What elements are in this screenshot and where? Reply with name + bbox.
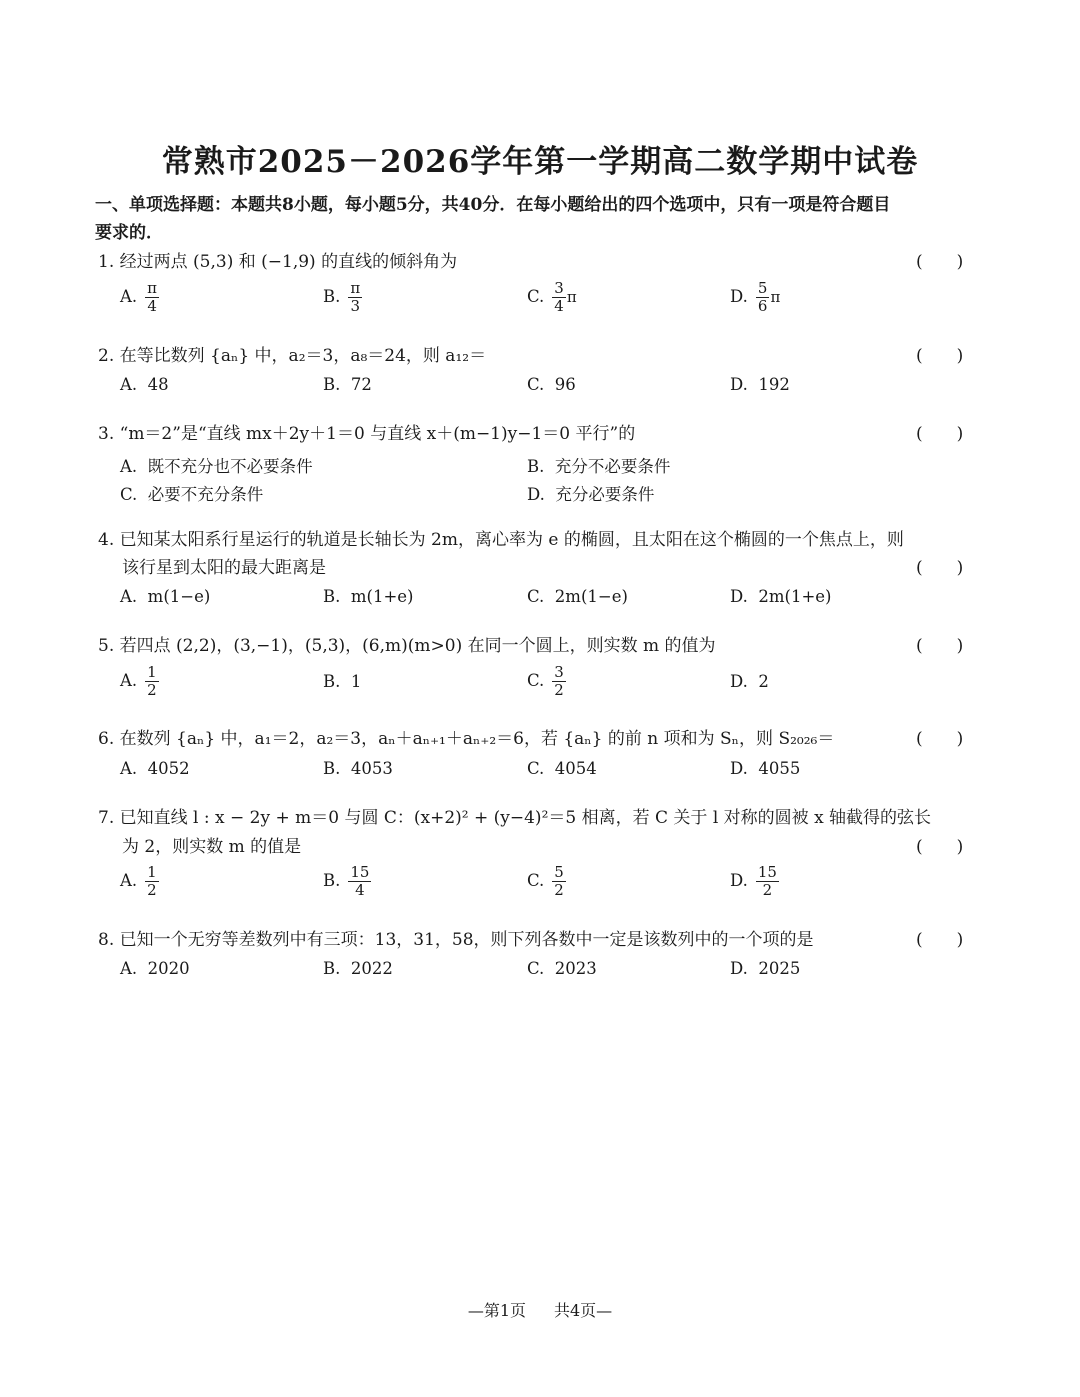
fraction-numerator: 1: [147, 863, 157, 881]
fraction: [756, 864, 779, 899]
fraction-denominator: 2: [147, 681, 157, 699]
fraction: [552, 864, 566, 899]
fraction-denominator: 2: [762, 881, 773, 899]
question-5-answer-bracket: ( ): [916, 636, 964, 656]
option-label: B.: [323, 759, 341, 778]
question-2-answer-bracket: ( ): [916, 346, 964, 366]
option-text: 48: [147, 375, 169, 394]
question-8-option-b: [323, 959, 393, 978]
question-3-answer-bracket: ( ): [916, 424, 964, 444]
fraction-denominator: 3: [350, 297, 361, 315]
option-label: B.: [323, 959, 341, 978]
option-label: A.: [120, 587, 138, 606]
fraction: [552, 280, 566, 315]
fraction: [552, 664, 566, 699]
option-text: 4055: [758, 759, 801, 778]
option-label: C.: [527, 375, 545, 394]
option-label: A.: [120, 759, 138, 778]
question-5-option-c: [527, 664, 566, 699]
option-label: B.: [323, 375, 341, 394]
option-text: 充分必要条件: [555, 485, 655, 504]
fraction: [145, 664, 159, 699]
question-8-stem: 8. 已知一个无穷等差数列中有三项：13，31，58，则下列各数中一定是该数列中的一个项的是: [98, 930, 814, 950]
question-7-option-d: [730, 864, 779, 899]
pi-symbol: π: [770, 288, 781, 306]
question-7-stem-continued: 为 2，则实数 m 的值是: [122, 837, 302, 857]
fraction-numerator: 5: [757, 279, 768, 297]
question-1-option-d: [730, 280, 780, 315]
option-text: 2m(1−e): [554, 587, 628, 606]
option-label: A.: [120, 457, 138, 476]
question-8-option-d: [730, 959, 800, 978]
question-6-stem: 6. 在数列 {aₙ} 中，a₁＝2，a₂＝3，aₙ＋aₙ₊₁＋aₙ₊₂＝6，若 {aₙ} 的前 n 项和为 Sₙ，则 S₂₀₂₆＝: [98, 729, 835, 749]
option-label: B.: [323, 587, 341, 606]
fraction: [348, 280, 362, 315]
page-number: —第1页: [467, 1301, 526, 1320]
question-7-answer-bracket: ( ): [916, 837, 964, 857]
option-text: 2020: [147, 959, 190, 978]
page-footer: [0, 1298, 1080, 1321]
question-1-option-b: [323, 280, 362, 315]
page-total: 共4页—: [554, 1301, 613, 1320]
option-text: 4052: [147, 759, 190, 778]
fraction: [348, 864, 371, 899]
option-label: C.: [527, 587, 545, 606]
question-6-option-d: [730, 759, 800, 778]
question-2-option-b: [323, 375, 372, 394]
question-1-option-a: [120, 280, 159, 315]
option-label: C.: [527, 959, 545, 978]
question-3-option-a: [120, 453, 313, 477]
option-label: B.: [323, 287, 341, 306]
option-label: C.: [527, 759, 545, 778]
fraction-denominator: 2: [147, 881, 157, 899]
fraction-numerator: 1: [147, 663, 157, 681]
option-text: 既不充分也不必要条件: [147, 457, 313, 476]
option-label: D.: [730, 287, 748, 306]
option-text: 2023: [554, 959, 597, 978]
question-3-option-b: [527, 453, 670, 477]
option-text: 2m(1+e): [758, 587, 832, 606]
question-4-stem: 4. 已知某太阳系行星运行的轨道是长轴长为 2m，离心率为 e 的椭圆，且太阳在这个椭圆的一个焦点上，则: [98, 530, 904, 550]
option-text: 4054: [554, 759, 597, 778]
question-6-option-a: [120, 759, 190, 778]
option-label: D.: [527, 485, 545, 504]
option-label: D.: [730, 587, 748, 606]
question-1-stem: 1. 经过两点 (5,3) 和 (−1,9) 的直线的倾斜角为: [98, 252, 458, 272]
option-label: D.: [730, 672, 748, 691]
fraction-numerator: 15: [350, 863, 370, 881]
fraction-numerator: 3: [554, 663, 564, 681]
question-2-option-a: [120, 375, 169, 394]
question-4-stem-continued: 该行星到太阳的最大距离是: [122, 558, 326, 578]
option-label: B.: [323, 672, 341, 691]
option-text: 1: [350, 672, 362, 691]
question-5-option-a: [120, 664, 159, 699]
question-5-option-d: [730, 672, 769, 691]
option-label: A.: [120, 671, 138, 690]
question-3-stem: 3. “m＝2”是“直线 mx＋2y＋1＝0 与直线 x＋(m−1)y−1＝0 平行”的: [98, 424, 636, 444]
option-text: 2: [758, 672, 769, 691]
option-text: 72: [350, 375, 372, 394]
question-6-answer-bracket: ( ): [916, 729, 964, 749]
fraction-denominator: 4: [554, 297, 564, 315]
section-heading-line-1: 一、单项选择题：本题共8小题，每小题5分，共40分．在每小题给出的四个选项中，只有一项是符合题目: [95, 195, 891, 215]
question-6-option-b: [323, 759, 393, 778]
option-label: C.: [527, 871, 545, 890]
option-label: C.: [120, 485, 138, 504]
fraction-denominator: 2: [554, 881, 564, 899]
fraction: [145, 864, 159, 899]
option-label: A.: [120, 871, 138, 890]
question-4-option-b: [323, 587, 413, 606]
fraction-numerator: 5: [554, 863, 564, 881]
option-text: 192: [758, 375, 790, 394]
question-5-stem: 5. 若四点 (2,2)，(3,−1)，(5,3)，(6,m)(m>0) 在同一个圆上，则实数 m 的值为: [98, 636, 716, 656]
fraction-numerator: π: [350, 279, 361, 297]
question-2-option-d: [730, 375, 790, 394]
fraction-denominator: 4: [147, 297, 157, 315]
option-text: 2022: [350, 959, 393, 978]
question-3-option-c: [120, 481, 263, 505]
section-heading-line-2: 要求的．: [95, 223, 163, 243]
option-text: 2025: [758, 959, 801, 978]
question-7-option-c: [527, 864, 566, 899]
option-label: D.: [730, 959, 748, 978]
option-label: A.: [120, 375, 138, 394]
option-text: 必要不充分条件: [147, 485, 264, 504]
question-1-answer-bracket: ( ): [916, 252, 964, 272]
pi-symbol: π: [566, 288, 577, 306]
option-label: D.: [730, 375, 748, 394]
option-label: B.: [527, 457, 545, 476]
option-label: C.: [527, 671, 545, 690]
question-8-option-c: [527, 959, 597, 978]
question-7-option-b: [323, 864, 371, 899]
page-title: 常熟市2025－2026学年第一学期高二数学期中试卷: [161, 144, 919, 180]
option-label: D.: [730, 759, 748, 778]
fraction-numerator: π: [147, 279, 158, 297]
question-7-option-a: [120, 864, 159, 899]
question-1-option-c: [527, 280, 577, 315]
option-text: m(1+e): [350, 587, 414, 606]
option-text: 96: [554, 375, 576, 394]
question-2-option-c: [527, 375, 576, 394]
option-label: B.: [323, 871, 341, 890]
option-label: C.: [527, 287, 545, 306]
question-4-answer-bracket: ( ): [916, 558, 964, 578]
option-label: A.: [120, 287, 138, 306]
option-text: 4053: [350, 759, 393, 778]
question-4-option-c: [527, 587, 628, 606]
fraction-numerator: 15: [757, 863, 777, 881]
question-4-option-a: [120, 587, 210, 606]
fraction: [145, 280, 159, 315]
option-label: A.: [120, 959, 138, 978]
fraction-denominator: 6: [757, 297, 768, 315]
question-8-option-a: [120, 959, 190, 978]
question-4-option-d: [730, 587, 832, 606]
question-8-answer-bracket: ( ): [916, 930, 964, 950]
question-2-stem: 2. 在等比数列 {aₙ} 中，a₂＝3，a₈＝24，则 a₁₂＝: [98, 346, 487, 366]
fraction: [756, 280, 770, 315]
option-text: m(1−e): [147, 587, 211, 606]
question-5-option-b: [323, 672, 361, 691]
fraction-denominator: 4: [355, 881, 365, 899]
option-text: 充分不必要条件: [554, 457, 671, 476]
question-6-option-c: [527, 759, 597, 778]
option-label: D.: [730, 871, 748, 890]
question-3-option-d: [527, 481, 654, 505]
fraction-numerator: 3: [554, 279, 564, 297]
question-7-stem: 7. 已知直线 l : x − 2y + m＝0 与圆 C：(x+2)² + (y−4)²＝5 相离，若 C 关于 l 对称的圆被 x 轴截得的弦长: [98, 808, 932, 828]
fraction-denominator: 2: [554, 681, 564, 699]
